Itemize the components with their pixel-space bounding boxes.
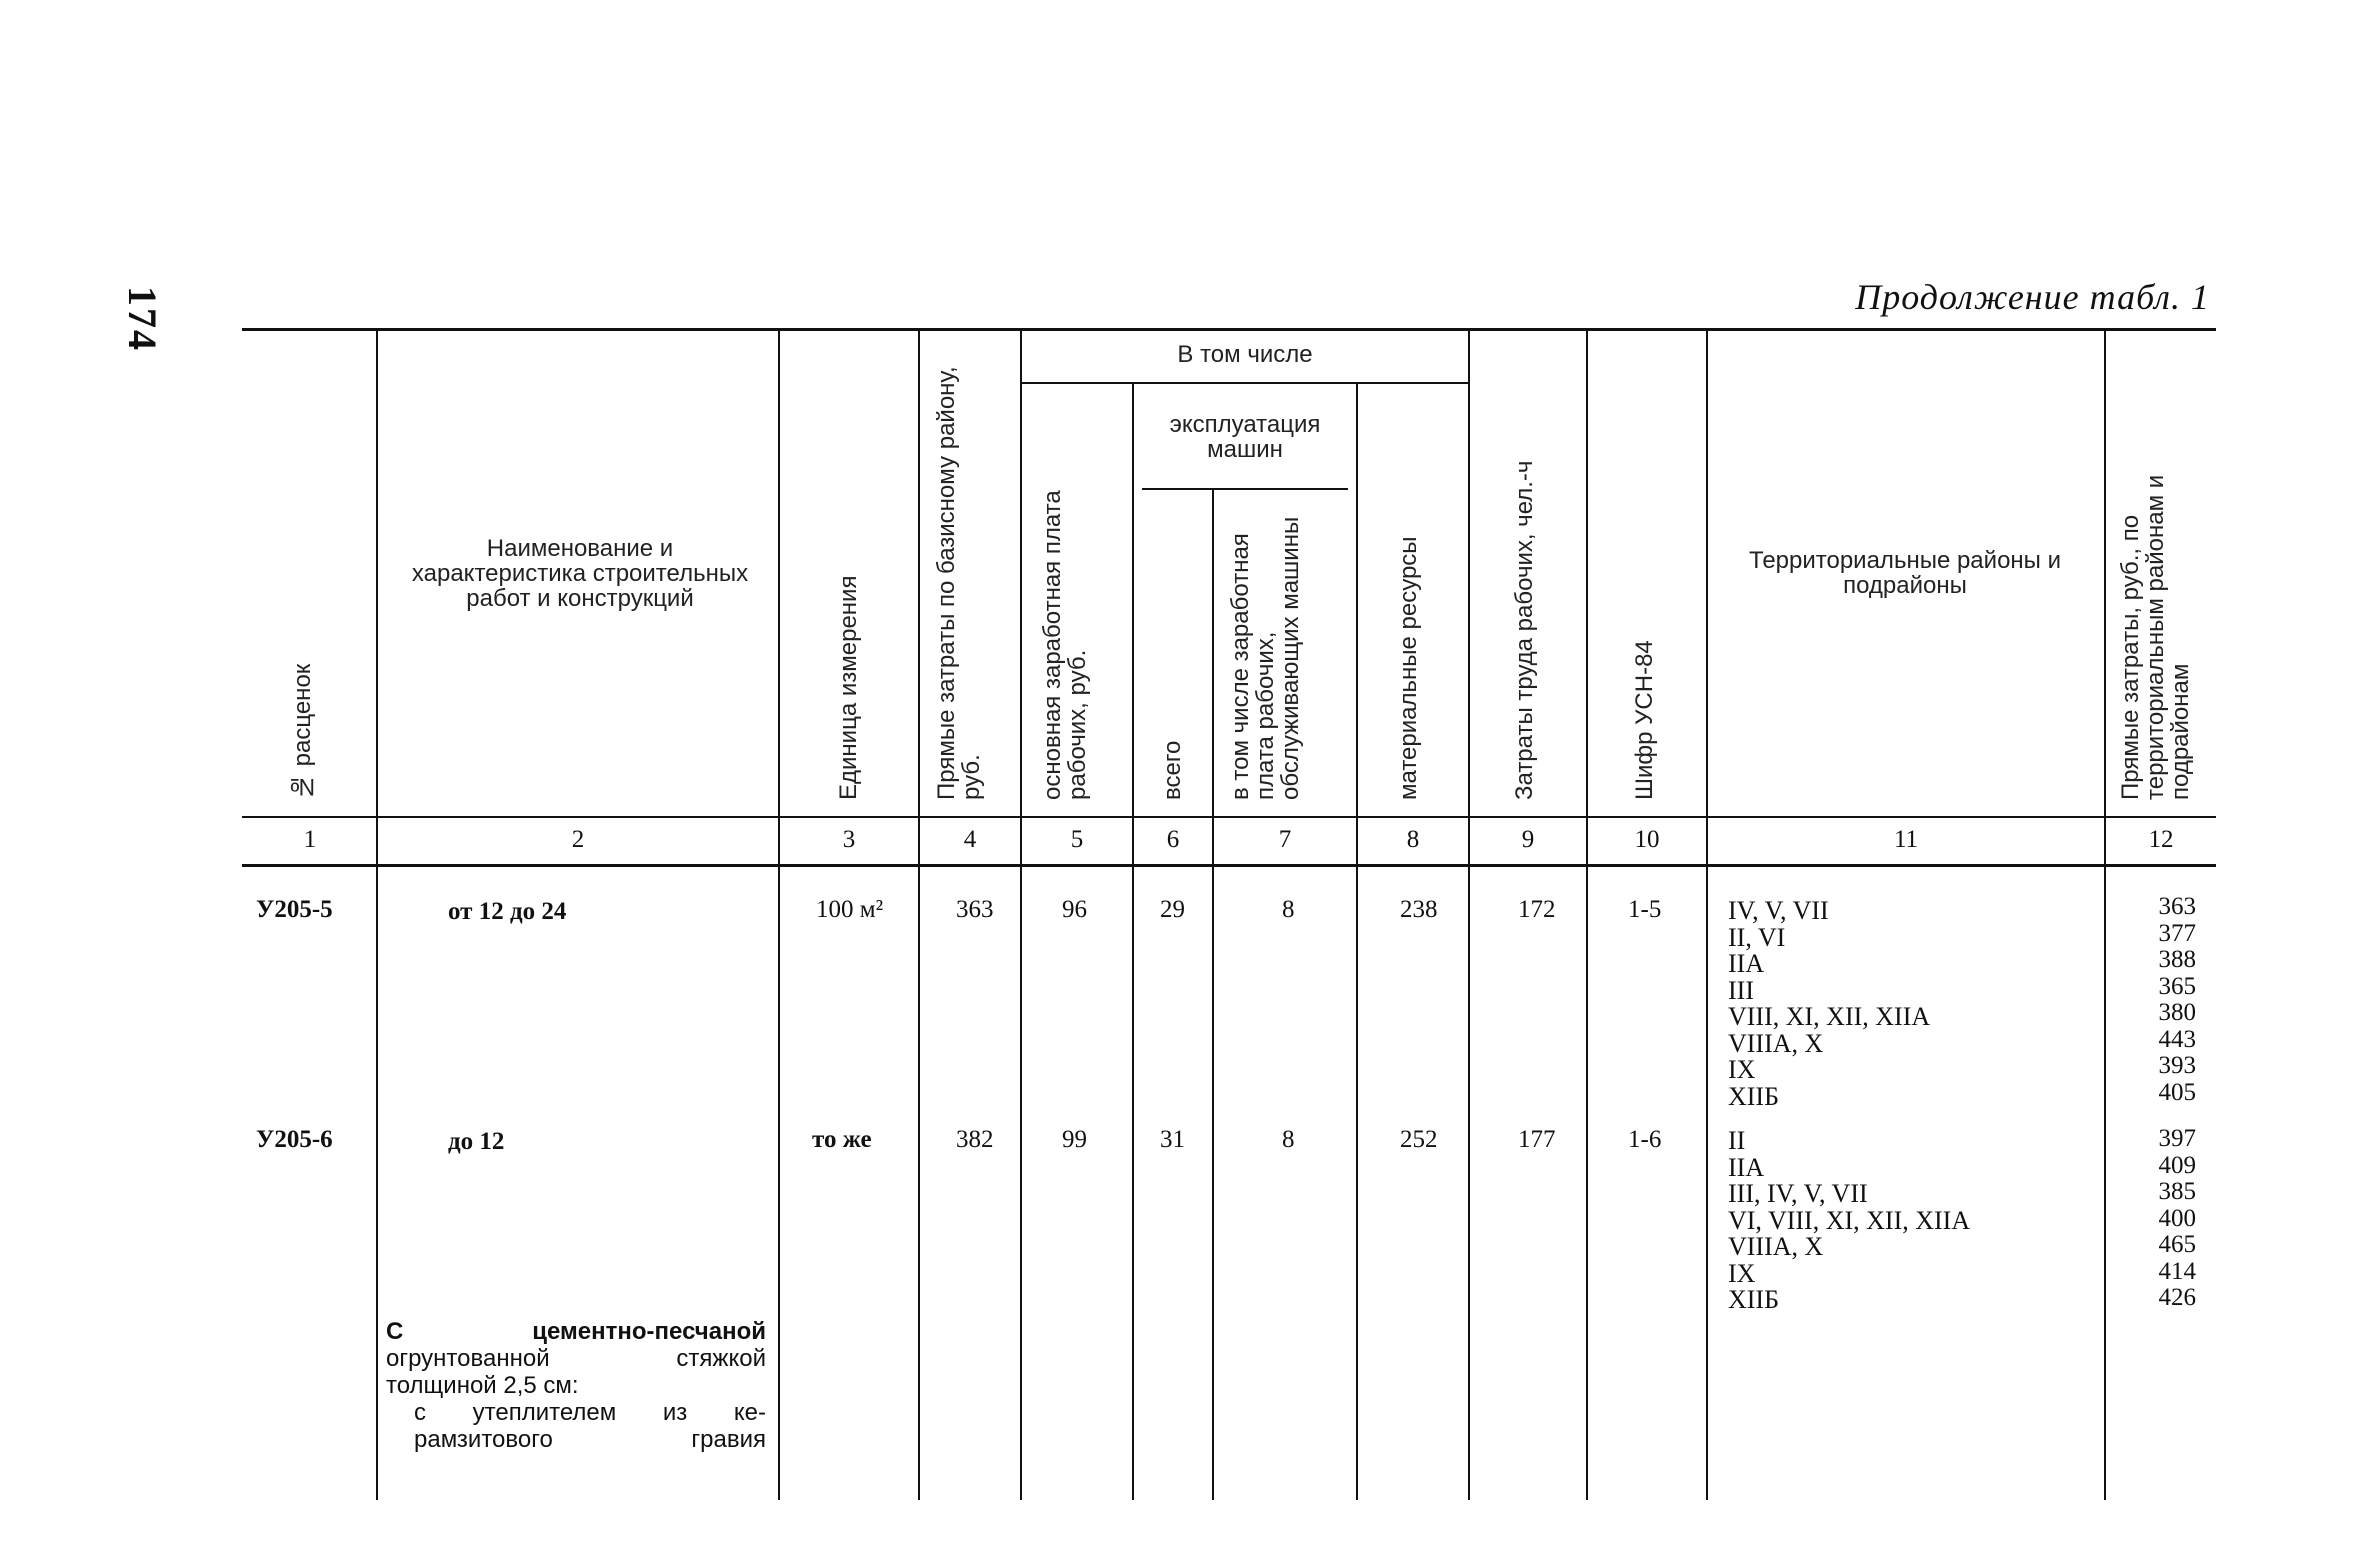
row2-labor: 177 [1518,1126,1556,1153]
row1-code: У205-5 [256,896,333,923]
description-line: толщиной 2,5 см: [386,1372,579,1399]
col-divider-6 [1212,490,1214,1500]
table-top-rule [242,328,2216,331]
row2-mach-total: 31 [1160,1126,1185,1153]
colnum-10: 10 [1634,826,1660,853]
continuation-title: Продолжение табл. 1 [1855,277,2210,317]
row2-region-costs: 397 409 385 400 465 414 426 [2158,1125,2196,1311]
header-col3: Единица измерения [835,575,862,800]
description-line: с утеплителем из ке- [414,1399,766,1426]
row2-materials: 252 [1400,1126,1438,1153]
row1-labor: 172 [1518,896,1556,923]
description-line: рамзитового гравия [414,1426,766,1453]
colnum-5: 5 [1070,826,1084,853]
col-divider-11 [2104,330,2106,1500]
colnum-9: 9 [1521,826,1535,853]
colnum-6: 6 [1166,826,1180,853]
row1-direct: 363 [956,896,994,923]
row1-mach-wage: 8 [1282,896,1295,923]
col-divider-3 [918,330,920,1500]
section-description [386,1318,766,1453]
description-line: огрунтованной стяжкой [386,1345,766,1372]
header-col2: Наименование и характеристика строительных работ и конструкций [411,535,749,612]
row2-usn: 1-6 [1628,1126,1662,1153]
row1-materials: 238 [1400,896,1438,923]
col-divider-10 [1706,330,1708,1500]
colnum-7: 7 [1278,826,1292,853]
row1-regions: IV, V, VII II, VI IIA III VIII, XI, XII, XIIA VIIIA, X IX XIIБ [1728,896,1931,1111]
header-col9: Затраты труда рабочих, чел.-ч [1511,460,1538,800]
header-col4: Прямые затраты по базисному району, руб. [933,366,985,800]
row1-name: от 12 до 24 [448,898,567,925]
col-divider-8 [1468,330,1470,1500]
row1-usn: 1-5 [1628,896,1662,923]
col-divider-4 [1020,330,1022,1500]
machines-rule [1142,488,1348,490]
colnum-2: 2 [571,826,585,853]
row1-mach-total: 29 [1160,896,1185,923]
row2-mach-wage: 8 [1282,1126,1295,1153]
header-col11: Территориальные районы и подрайоны [1749,547,2061,599]
col-divider-2 [778,330,780,1500]
row2-unit: то же [812,1126,872,1153]
header-group: В том числе [1177,341,1313,368]
colnum-11: 11 [1893,826,1919,853]
row1-region-costs: 363 377 388 365 380 443 393 405 [2158,893,2196,1106]
header-col10: Шифр УСН-84 [1631,640,1658,800]
header-machines: эксплуатация машин [1169,411,1321,463]
col-divider-9 [1586,330,1588,1500]
header-bottom-rule [242,816,2216,818]
group-rule [1020,382,1468,384]
header-col6: всего [1159,740,1186,800]
header-col5: основная заработная плата рабочих, руб. [1039,490,1091,800]
header-col12: Прямые затраты, руб., по территориальным районам и подрайонам [2117,474,2194,800]
colnum-bottom-rule [242,864,2216,867]
col-divider-1 [376,330,378,1500]
row2-name: до 12 [448,1128,505,1155]
colnum-3: 3 [842,826,856,853]
colnum-1: 1 [303,826,317,853]
header-col7: в том числе заработная плата рабочих, обслуживающих машины [1227,516,1304,800]
page-number: 174 [120,286,165,352]
colnum-12: 12 [2148,826,2174,853]
row1-wage: 96 [1062,896,1087,923]
col-divider-5 [1132,384,1134,1500]
description-line: С цементно-песчаной [386,1318,766,1345]
colnum-4: 4 [963,826,977,853]
header-col1: № расценок [289,663,316,800]
row2-direct: 382 [956,1126,994,1153]
row2-regions: II IIA III, IV, V, VII VI, VIII, XI, XII, XIIA VIIIA, X IX XIIБ [1728,1126,1971,1314]
row2-code: У205-6 [256,1126,333,1153]
header-col8: материальные ресурсы [1395,536,1422,800]
row2-wage: 99 [1062,1126,1087,1153]
row1-unit: 100 м² [816,896,884,923]
colnum-8: 8 [1406,826,1420,853]
col-divider-7 [1356,384,1358,1500]
